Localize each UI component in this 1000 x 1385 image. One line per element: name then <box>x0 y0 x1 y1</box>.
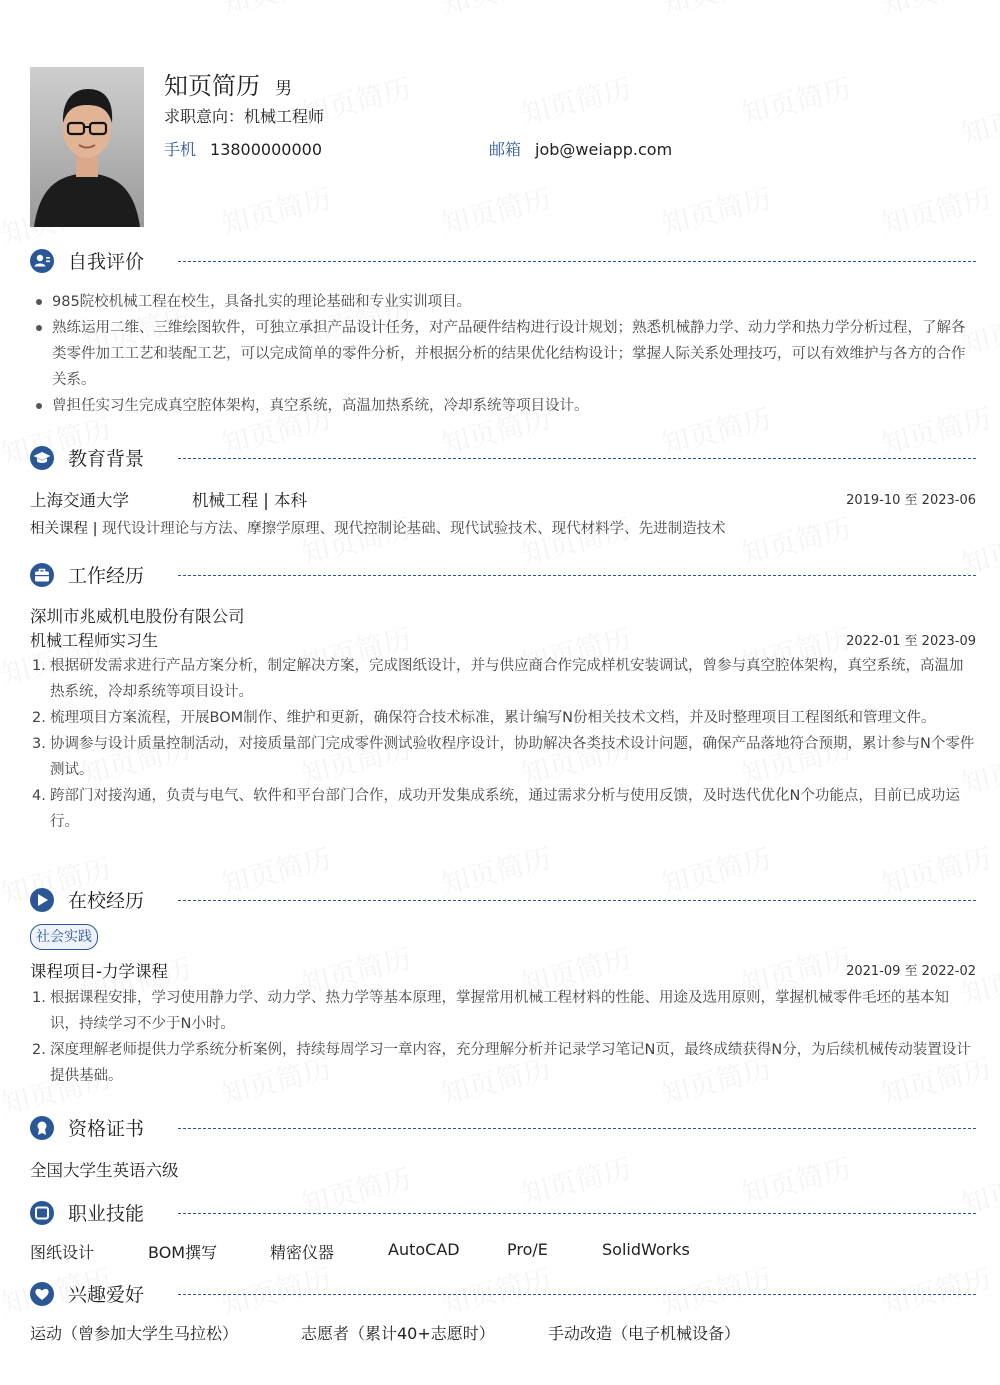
section-title: 职业技能 <box>68 1203 145 1225</box>
section-divider <box>178 1294 976 1295</box>
project-date: 2021-09 至 2022-02 <box>846 964 976 979</box>
courses-label: 相关课程 | <box>30 521 103 537</box>
watermark-text <box>877 177 995 243</box>
flag-icon <box>30 888 54 912</box>
position-title: 机械工程师实习生 <box>30 631 159 650</box>
section-work <box>30 559 976 591</box>
section-title: 在校经历 <box>68 890 145 912</box>
hobby-item: 志愿者（累计40+志愿时） <box>301 1324 495 1343</box>
email-value[interactable]: job@weiapp.com <box>535 140 673 159</box>
list-item <box>32 985 976 1037</box>
work-duties-list <box>32 653 976 835</box>
phone-label: 手机 <box>164 140 197 159</box>
briefcase-icon <box>30 563 54 587</box>
certificate-row <box>30 1157 976 1181</box>
item-text: 根据课程安排，学习使用静力学、动力学、热力学等基本原理，掌握常用机械工程材料的性能、用途及选用原则，掌握机械零件毛坯的基本知识，持续学习不少于N小时。 <box>50 990 949 1032</box>
section-title: 工作经历 <box>68 565 145 587</box>
courses-row <box>30 517 976 541</box>
list-item <box>32 731 976 783</box>
item-text: 梳理项目方案流程，开展BOM制作、维护和更新，确保符合技术标准，累计编写N份相关技术文档，并及时整理项目工程图纸和管理文件。 <box>50 710 936 726</box>
section-divider <box>178 458 976 459</box>
candidate-name: 知页简历 <box>164 72 260 100</box>
phone-value: 13800000000 <box>210 140 322 159</box>
item-number: 1. <box>32 990 46 1006</box>
section-divider <box>178 575 976 576</box>
phone-contact <box>164 137 322 160</box>
project-name: 课程项目-力学课程 <box>30 962 168 981</box>
watermark-text <box>437 0 555 23</box>
company-name: 深圳市兆威机电股份有限公司 <box>30 607 245 626</box>
item-text: 跨部门对接沟通，负责与电气、软件和平台部门合作，成功开发集成系统，通过需求分析与使用反馈，及时迭代优化N个功能点，目前已成功运行。 <box>50 788 960 830</box>
hobby-item: 运动（曾参加大学生马拉松） <box>30 1324 239 1343</box>
job-intent-value: 机械工程师 <box>244 107 325 126</box>
item-text: 深度理解老师提供力学系统分析案例，持续每周学习一章内容，充分理解分析并记录学习笔记N页，最终成绩获得N分，为后续机械传动装置设计提供基础。 <box>50 1042 971 1084</box>
section-title: 自我评价 <box>68 251 145 273</box>
list-item <box>32 705 976 731</box>
item-text: 协调参与设计质量控制活动，对接质量部门完成零件测试验收程序设计，协助解决各类技术设计问题，确保产品落地符合预期，累计参与N个零件测试。 <box>50 736 975 778</box>
work-date: 2022-01 至 2023-09 <box>846 634 976 649</box>
item-number: 4. <box>32 788 46 804</box>
candidate-gender: 男 <box>275 79 293 99</box>
list-item: 熟练运用二维、三维绘图软件，可独立承担产品设计任务，对产品硬件结构进行设计规划；熟悉机械静力学、动力学和热力学分析过程，了解各类零件加工工艺和装配工艺，可以完成简单的零件分析，并根据分析的结果优化结构设计；掌握人际关系处理技巧，可以有效维护与各方的合作关系。 <box>34 315 970 393</box>
skill-item: BOM撰写 <box>148 1243 218 1262</box>
major-degree: 机械工程 | 本科 <box>192 491 308 510</box>
award-icon <box>30 1116 54 1140</box>
education-date: 2019-10 至 2023-06 <box>846 493 976 508</box>
courses-text: 现代设计理论与方法、摩擦学原理、现代控制论基础、现代试验技术、现代材料学、先进制造技术 <box>102 521 726 537</box>
watermark-text <box>957 87 1000 153</box>
section-title: 兴趣爱好 <box>68 1284 145 1306</box>
section-divider <box>178 261 976 262</box>
company-row <box>30 603 976 627</box>
section-divider <box>178 900 976 901</box>
school-name: 上海交通大学 <box>30 491 129 510</box>
watermark-text <box>877 0 995 23</box>
section-skills <box>30 1197 976 1229</box>
section-title: 教育背景 <box>68 448 145 470</box>
name-line <box>164 66 292 100</box>
watermark-text <box>217 177 335 243</box>
graduation-cap-icon <box>30 446 54 470</box>
position-row <box>30 628 976 652</box>
section-certificates <box>30 1112 976 1144</box>
watermark-text <box>217 0 335 23</box>
hobby-item: 手动改造（电子机械设备） <box>548 1324 741 1343</box>
certificate-text: 全国大学生英语六级 <box>30 1161 179 1180</box>
person-card-icon <box>30 249 54 273</box>
email-contact <box>489 137 672 160</box>
list-item: 曾担任实习生完成真空腔体架构，真空系统，高温加热系统，冷却系统等项目设计。 <box>34 393 970 419</box>
section-education <box>30 442 976 474</box>
watermark-text <box>657 0 775 23</box>
heart-icon <box>30 1282 54 1306</box>
watermark-text <box>437 177 555 243</box>
section-divider <box>178 1213 976 1214</box>
job-intent <box>164 104 324 127</box>
section-hobbies <box>30 1278 976 1310</box>
watermark-text <box>657 177 775 243</box>
job-intent-label: 求职意向： <box>164 107 245 126</box>
item-text: 根据研发需求进行产品方案分析，制定解决方案，完成图纸设计，并与供应商合作完成样机安装调试，曾参与真空腔体架构，真空系统，高温加热系统，冷却系统等项目设计。 <box>50 658 964 700</box>
monitor-icon <box>30 1201 54 1225</box>
activity-tag: 社会实践 <box>30 924 98 950</box>
watermark-text <box>737 67 855 133</box>
section-self-eval <box>30 245 976 277</box>
skill-item: 图纸设计 <box>30 1243 95 1262</box>
item-number: 2. <box>32 710 46 726</box>
section-divider <box>178 1128 976 1129</box>
section-title: 资格证书 <box>68 1118 145 1140</box>
skill-item: Pro/E <box>507 1240 548 1259</box>
item-number: 1. <box>32 658 46 674</box>
skill-item: AutoCAD <box>388 1240 460 1259</box>
section-campus <box>30 884 976 916</box>
project-row <box>30 958 976 982</box>
education-row <box>30 487 976 511</box>
list-item <box>32 783 976 835</box>
list-item: 985院校机械工程在校生，具备扎实的理论基础和专业实训项目。 <box>34 289 970 315</box>
skill-item: SolidWorks <box>602 1240 690 1259</box>
watermark-text <box>517 67 635 133</box>
email-label: 邮箱 <box>489 140 522 159</box>
item-number: 2. <box>32 1042 46 1058</box>
skill-item: 精密仪器 <box>270 1243 335 1262</box>
profile-photo <box>30 67 144 227</box>
campus-list <box>32 985 976 1089</box>
item-number: 3. <box>32 736 46 752</box>
self-eval-list <box>34 289 970 419</box>
list-item <box>32 653 976 705</box>
list-item <box>32 1037 976 1089</box>
